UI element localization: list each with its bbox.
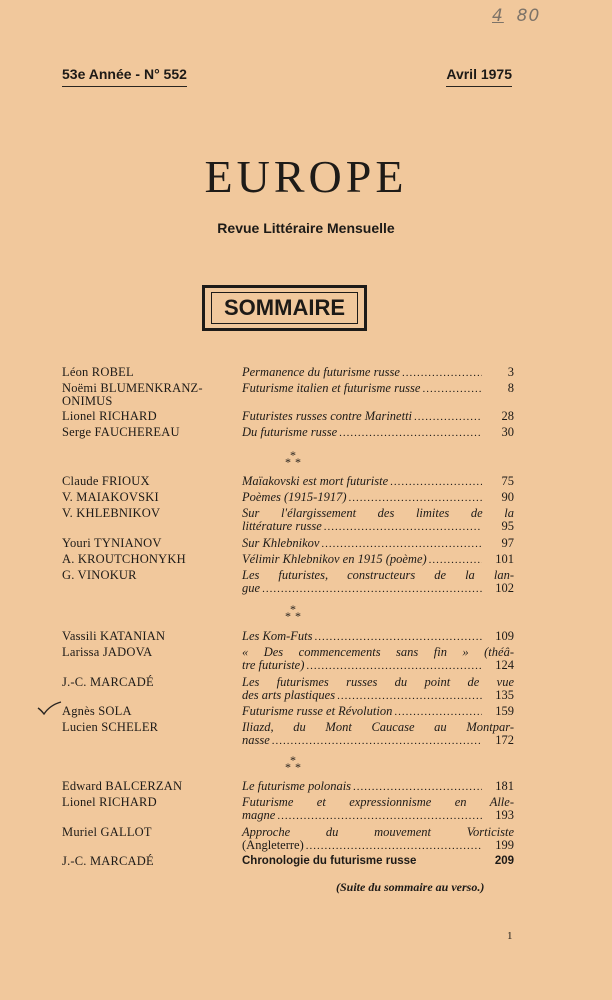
toc-author: Noëmi BLUMENKRANZ-ONIMUS bbox=[62, 381, 203, 408]
toc-author: J.-C. MARCADÉ bbox=[62, 854, 154, 868]
toc-page-number: 159 bbox=[495, 704, 514, 718]
dot-leader bbox=[339, 427, 482, 440]
toc-author: A. KROUTCHONYKH bbox=[62, 552, 186, 566]
toc-title-line: Approche du mouvement Vorticiste bbox=[242, 825, 514, 839]
toc-author: Lionel RICHARD bbox=[62, 795, 157, 809]
page-number: 1 bbox=[507, 930, 513, 942]
dot-leader bbox=[306, 660, 482, 673]
toc-page-number: 28 bbox=[501, 409, 514, 423]
sommaire-heading: SOMMAIRE bbox=[211, 292, 358, 324]
section-separator-stars bbox=[278, 448, 308, 469]
toc-title-line: Poèmes (1915-1917) bbox=[242, 490, 347, 504]
toc-page-number: 3 bbox=[507, 365, 514, 379]
star: * bbox=[285, 455, 291, 469]
toc-title-line: Futurisme et expressionnisme en Alle- bbox=[242, 795, 514, 809]
toc-title-line: Iliazd, du Mont Caucase au Montpar- bbox=[242, 720, 514, 734]
toc-page-number: 8 bbox=[507, 381, 514, 395]
toc-title-line: Sur Khlebnikov bbox=[242, 536, 320, 550]
toc-page-number: 181 bbox=[495, 779, 514, 793]
toc-author: Larissa JADOVA bbox=[62, 645, 153, 659]
star: * bbox=[290, 753, 296, 767]
dot-leader bbox=[337, 690, 482, 703]
toc-title-line: Permanence du futurisme russe bbox=[242, 365, 400, 379]
section-separator-stars bbox=[278, 602, 308, 623]
toc-author: Vassili KATANIAN bbox=[62, 629, 166, 643]
toc-page-number: 109 bbox=[495, 629, 514, 643]
toc-title bbox=[242, 382, 514, 396]
toc-title bbox=[242, 507, 514, 534]
continued-note: (Suite du sommaire au verso.) bbox=[336, 880, 485, 894]
toc-title bbox=[242, 366, 514, 380]
toc-author: Lucien SCHELER bbox=[62, 720, 159, 734]
dot-leader bbox=[315, 631, 483, 644]
toc-title bbox=[242, 796, 514, 823]
star-pair bbox=[278, 455, 308, 469]
dot-leader bbox=[390, 476, 482, 489]
dot-leader bbox=[321, 538, 482, 551]
star-pair bbox=[278, 609, 308, 623]
toc-title-line: Sur l'élargissement des limites de la bbox=[242, 506, 514, 520]
dot-leader bbox=[414, 411, 482, 424]
dot-leader bbox=[429, 554, 482, 567]
toc-page-number: 90 bbox=[501, 490, 514, 504]
dot-leader bbox=[353, 781, 482, 794]
toc-author: Lionel RICHARD bbox=[62, 409, 157, 423]
toc-page-number: 172 bbox=[495, 733, 514, 747]
dot-leader bbox=[306, 840, 482, 853]
toc-author: J.-C. MARCADÉ bbox=[62, 675, 154, 689]
dot-leader bbox=[277, 810, 482, 823]
issue-number: 53e Année - N° 552 bbox=[62, 66, 187, 87]
pencil-annotation: 4 80 bbox=[492, 6, 541, 26]
toc-title bbox=[242, 475, 514, 489]
toc-title-line: Les Kom-Futs bbox=[242, 629, 313, 643]
toc-author: Serge FAUCHEREAU bbox=[62, 425, 180, 439]
toc-title-line: (Angleterre) bbox=[242, 838, 304, 852]
section-separator-stars bbox=[278, 753, 308, 774]
toc-title-line: magne bbox=[242, 808, 276, 822]
toc-page-number: 102 bbox=[495, 581, 514, 595]
toc-author: Youri TYNIANOV bbox=[62, 536, 162, 550]
toc-title bbox=[242, 826, 514, 853]
toc-title bbox=[242, 491, 514, 505]
issue-date: Avril 1975 bbox=[446, 66, 512, 87]
toc-page-number: 75 bbox=[501, 474, 514, 488]
sommaire-box bbox=[202, 285, 367, 331]
toc-title bbox=[242, 426, 514, 440]
toc-title bbox=[242, 855, 514, 868]
toc-page-number: 209 bbox=[494, 855, 514, 867]
star: * bbox=[290, 602, 296, 616]
toc-author: Léon ROBEL bbox=[62, 365, 134, 379]
star: * bbox=[295, 760, 301, 774]
toc-page-number: 135 bbox=[495, 688, 514, 702]
toc-title bbox=[242, 553, 514, 567]
dot-leader bbox=[422, 383, 482, 396]
dot-leader bbox=[394, 706, 482, 719]
star: * bbox=[290, 448, 296, 462]
toc-title-line: littérature russe bbox=[242, 519, 322, 533]
toc-title-line: des arts plastiques bbox=[242, 688, 336, 702]
star-pair bbox=[278, 760, 308, 774]
toc-title-line: « Des commencements sans fin » (théâ- bbox=[242, 645, 514, 659]
toc-title bbox=[242, 630, 514, 644]
toc-title bbox=[242, 646, 514, 673]
toc-title bbox=[242, 569, 514, 596]
dot-leader bbox=[324, 521, 482, 534]
toc-page-number: 101 bbox=[495, 552, 514, 566]
toc-author: Agnès SOLA bbox=[62, 704, 132, 718]
toc-page-number: 199 bbox=[495, 838, 514, 852]
toc-title-line: gue bbox=[242, 581, 261, 595]
toc-title-line: Le futurisme polonais bbox=[242, 779, 352, 793]
toc-author: Edward BALCERZAN bbox=[62, 779, 183, 793]
toc-page-number: 30 bbox=[501, 425, 514, 439]
toc-title-line: tre futuriste) bbox=[242, 658, 305, 672]
star: * bbox=[295, 455, 301, 469]
star: * bbox=[285, 609, 291, 623]
toc-title-line: Futuristes russes contre Marinetti bbox=[242, 409, 413, 423]
toc-title-line: Futurisme russe et Révolution bbox=[242, 704, 393, 718]
toc-title bbox=[242, 721, 514, 748]
star: * bbox=[295, 609, 301, 623]
toc-page-number: 97 bbox=[501, 536, 514, 550]
toc-author: G. VINOKUR bbox=[62, 568, 137, 582]
check-mark-icon bbox=[36, 701, 62, 715]
toc-author: Claude FRIOUX bbox=[62, 474, 150, 488]
toc-title-line: Maïakovski est mort futuriste bbox=[242, 474, 389, 488]
toc-title-line: Les futurismes russes du point de vue bbox=[242, 675, 514, 689]
dot-leader bbox=[349, 492, 483, 505]
toc-page-number: 95 bbox=[501, 519, 514, 533]
toc-page-number: 124 bbox=[495, 658, 514, 672]
toc-title-line: Du futurisme russe bbox=[242, 425, 338, 439]
toc-title bbox=[242, 537, 514, 551]
toc-title bbox=[242, 780, 514, 794]
dot-leader bbox=[262, 583, 482, 596]
dot-leader bbox=[402, 367, 482, 380]
journal-title: EUROPE bbox=[204, 151, 408, 202]
toc-title bbox=[242, 676, 514, 703]
toc-title-line: Futurisme italien et futurisme russe bbox=[242, 381, 421, 395]
toc-title bbox=[242, 410, 514, 424]
toc-page-number: 193 bbox=[495, 808, 514, 822]
toc-author: V. MAIAKOVSKI bbox=[62, 490, 159, 504]
toc-title bbox=[242, 705, 514, 719]
star: * bbox=[285, 760, 291, 774]
toc-title-line: Les futuristes, constructeurs de la lan- bbox=[242, 568, 514, 582]
toc-title-line: nasse bbox=[242, 733, 270, 747]
toc-author: Muriel GALLOT bbox=[62, 825, 152, 839]
toc-author: V. KHLEBNIKOV bbox=[62, 506, 161, 520]
toc-title-line: Chronologie du futurisme russe bbox=[242, 855, 417, 867]
toc-title-line: Vélimir Khlebnikov en 1915 (poème) bbox=[242, 552, 427, 566]
dot-leader bbox=[272, 735, 482, 748]
journal-subtitle: Revue Littéraire Mensuelle bbox=[217, 220, 395, 236]
